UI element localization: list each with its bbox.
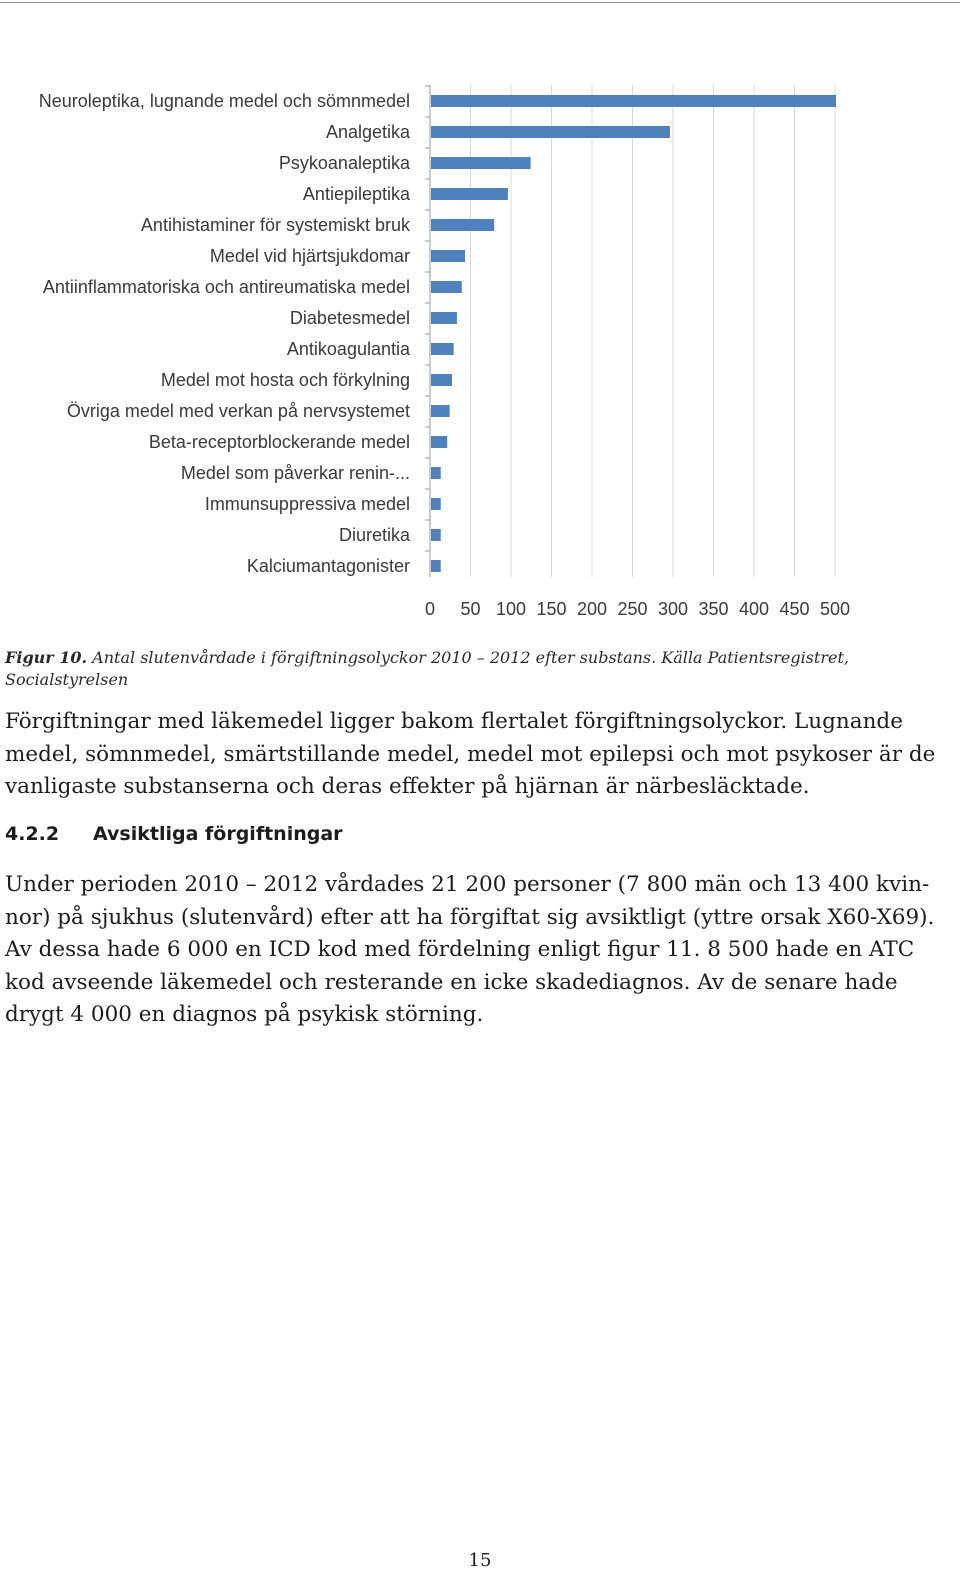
x-tick-label: 500 [819,599,851,619]
paragraph-2-line: drygt 4 000 en diagnos på psykisk störning. [5,1002,484,1027]
category-label-layer [39,91,411,576]
category-label: Beta-receptorblockerande medel [148,432,410,452]
bar [431,219,494,231]
bar [431,529,441,541]
bar [431,374,452,386]
category-label: Psykoanaleptika [278,153,410,173]
x-tick-label: 50 [460,599,481,619]
bar [431,95,836,107]
x-tick-label: 200 [576,599,608,619]
category-label: Analgetika [325,122,410,142]
category-label: Medel mot hosta och förkylning [160,370,410,390]
bar [431,126,670,138]
x-tick-label: 350 [698,599,729,619]
category-label: Immunsuppressiva medel [204,494,410,514]
figure-caption [5,647,935,691]
bar-chart [0,75,960,635]
category-label: Diabetesmedel [289,308,410,328]
x-tick-label: 0 [424,599,436,619]
category-label: Diuretika [338,525,410,545]
bar [431,467,441,479]
bar-layer [425,86,836,572]
top-rule [0,2,960,3]
paragraph-1: Förgiftningar med läkemedel ligger bakom flertalet förgiftningsolyckor. Lugnande medel, sömnmedel, smärtstillande medel, medel mot epilepsi och mot psykoser är de vanligaste substanserna och deras effekter på hjärnan är närbesläcktade. [5,709,936,799]
paragraph-2-line: Under perioden 2010 – 2012 vårdades 21 200 personer (7 800 män och 13 400 kvin- [5,872,930,897]
category-label: Kalciumantagonister [246,556,410,576]
section-heading [5,823,343,845]
paragraph-2 [5,869,950,1032]
bar [431,560,441,572]
x-tick-label: 450 [779,599,810,619]
tick-label-layer [425,599,850,619]
x-tick-label: 250 [617,599,648,619]
category-label: Antikoagulantia [286,339,410,359]
figure-caption-text: Antal slutenvårdade i förgiftningsolyckor 2010 – 2012 efter substans. Källa Patientsregistret, Socialstyrelsen [5,648,849,689]
x-tick-label: 150 [536,599,567,619]
bar [431,405,450,417]
x-tick-label: 300 [657,599,689,619]
category-label: Neuroleptika, lugnande medel och sömnmedel [38,91,410,111]
x-tick-label: 400 [738,599,770,619]
bar [431,343,454,355]
category-label: Medel vid hjärtsjukdomar [209,246,410,266]
page-number: 15 [468,1550,492,1571]
bar [431,250,465,262]
bar [431,498,441,510]
bar [431,436,447,448]
category-label: Medel som påverkar renin-... [180,463,410,483]
paragraph-2-line: kod avseende läkemedel och resterande en icke skadediagnos. Av de senare hade [5,969,898,995]
section-title: Avsiktliga förgiftningar [93,823,343,845]
bar [431,188,508,200]
category-label: Antiinflammatoriska och antireumatiska medel [42,277,410,297]
bar [431,157,531,169]
category-label: Antiepileptika [302,184,410,204]
bar [431,312,457,324]
section-number: 4.2.2 [5,823,60,845]
paragraph-2-line: nor) på sjukhus (slutenvård) efter att ha förgiftat sig avsiktligt (yttre orsak X60-X69). [5,904,935,930]
category-label: Övriga medel med verkan på nervsystemet [66,401,410,421]
paragraph-2-line: Av dessa hade 6 000 en ICD kod med fördelning enligt figur 11. 8 500 hade en ATC [5,937,915,962]
x-tick-label: 100 [495,599,527,619]
bar [431,281,462,293]
figure-label: Figur 10. [5,648,88,667]
category-label: Antihistaminer för systemiskt bruk [140,215,410,235]
